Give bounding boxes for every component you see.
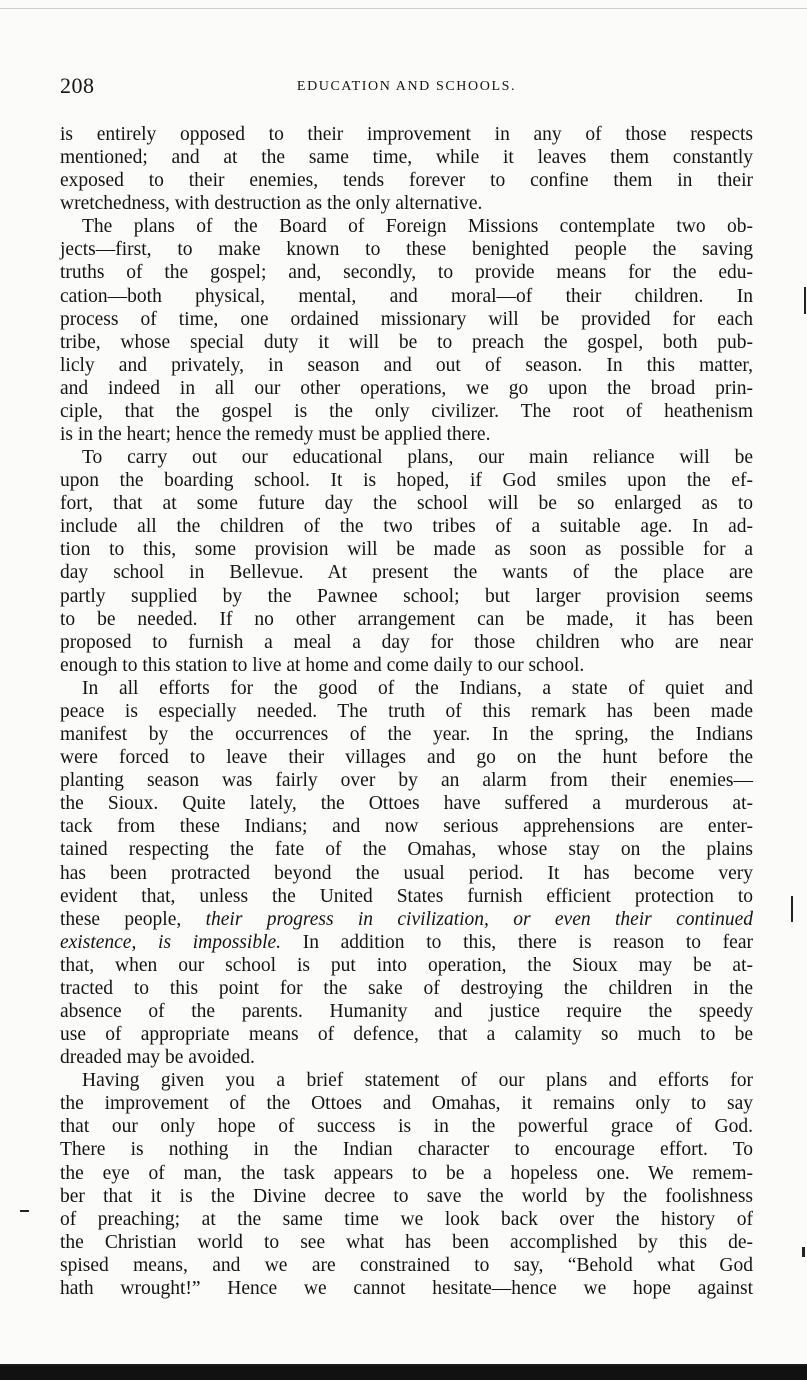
scan-bottom-edge	[0, 1364, 807, 1380]
body-text	[60, 123, 753, 1300]
text-line: hath wrought!” Hence we cannot hesitate—hence we hope against	[60, 1277, 753, 1299]
margin-mark	[802, 1247, 805, 1257]
text-line: dreaded may be avoided.	[60, 1047, 255, 1069]
text-line: manifest by the occurrences of the year. In the spring, the Indians	[60, 724, 753, 746]
text-line: peace is especially needed. The truth of this remark has been made	[60, 700, 753, 722]
text-line: is entirely opposed to their improvement in any of those respects	[60, 124, 753, 145]
text-line: There is nothing in the Indian character to encourage effort. To	[60, 1139, 753, 1161]
text-line: the eye of man, the task appears to be a hopeless one. We remem-	[60, 1162, 753, 1184]
text-line: is in the heart; hence the remedy must be applied there.	[60, 424, 491, 446]
text-line: mentioned; and at the same time, while it leaves them constantly	[60, 147, 753, 169]
text-line: tracted to this point for the sake of destroying the children in the	[60, 977, 753, 999]
text-line: fort, that at some future day the school will be so enlarged as to	[60, 493, 753, 515]
text-line	[60, 908, 753, 931]
margin-mark	[791, 896, 793, 922]
text-line: the improvement of the Ottoes and Omahas, it remains only to say	[60, 1093, 753, 1115]
text-line: tack from these Indians; and now serious apprehensions are enter-	[60, 816, 753, 838]
text-line: jects—first, to make known to these benighted people the saving	[60, 239, 753, 261]
text-line: partly supplied by the Pawnee school; but larger provision seems	[60, 585, 753, 607]
margin-mark	[20, 1210, 29, 1212]
italic-span: existence, is impossible.	[60, 931, 282, 953]
text-line: the Christian world to see what has been accomplished by this de-	[60, 1231, 753, 1253]
text-line: tribe, whose special duty it will be to preach the gospel, both pub-	[60, 331, 753, 353]
text-line: include all the children of the two tribes of a suitable age. In ad-	[60, 516, 753, 538]
text-line: In all efforts for the good of the Indians, a state of quiet and	[82, 677, 753, 699]
text-line: To carry out our educational plans, our main reliance will be	[82, 447, 753, 469]
italic-span: their progress in civilization, or even their continued	[205, 908, 753, 930]
text-span: these people,	[60, 908, 206, 930]
text-line: of preaching; at the same time we look back over the history of	[60, 1208, 753, 1230]
text-line: proposed to furnish a meal a day for those children who are near	[60, 631, 753, 653]
text-line: that our only hope of success is in the powerful grace of God.	[60, 1116, 753, 1138]
text-line: evident that, unless the United States furnish efficient protection to	[60, 885, 753, 907]
text-line: upon the boarding school. It is hoped, if God smiles upon the ef-	[60, 470, 753, 492]
text-line: process of time, one ordained missionary will be provided for each	[60, 308, 753, 330]
text-line: enough to this station to live at home and come daily to our school.	[60, 654, 585, 676]
text-line: to be needed. If no other arrangement can be made, it has been	[60, 608, 753, 630]
text-line: planting season was fairly over by an alarm from their enemies—	[60, 770, 753, 792]
text-line: The plans of the Board of Foreign Missions contemplate two ob-	[82, 216, 753, 238]
text-line: cation—both physical, mental, and moral—of their children. In	[60, 285, 753, 307]
text-span: In addition to this, there is reason to fear	[281, 931, 753, 953]
text-line: that, when our school is put into operation, the Sioux may be at-	[60, 954, 753, 976]
text-line: and indeed in all our other operations, we go upon the broad prin-	[60, 377, 753, 399]
margin-mark	[804, 287, 806, 314]
text-line: ber that it is the Divine decree to save the world by the foolishness	[60, 1185, 753, 1207]
text-line: spised means, and we are constrained to say, “Behold what God	[60, 1254, 753, 1276]
running-title: EDUCATION AND SCHOOLS.	[296, 79, 517, 94]
running-head	[60, 73, 753, 103]
text-line: Having given you a brief statement of our plans and efforts for	[82, 1070, 753, 1092]
text-line: day school in Bellevue. At present the wants of the place are	[60, 562, 753, 584]
text-line: tained respecting the fate of the Omahas, whose stay on the plains	[60, 839, 753, 861]
text-line: use of appropriate means of defence, that a calamity so much to be	[60, 1024, 753, 1046]
text-line	[60, 931, 753, 954]
text-line: ciple, that the gospel is the only civilizer. The root of heathenism	[60, 400, 753, 422]
text-line: tion to this, some provision will be made as soon as possible for a	[60, 539, 753, 561]
scan-top-edge	[0, 0, 807, 9]
text-line: truths of the gospel; and, secondly, to provide means for the edu-	[60, 262, 753, 284]
text-line: licly and privately, in season and out of season. In this matter,	[60, 354, 753, 376]
text-line: the Sioux. Quite lately, the Ottoes have suffered a murderous at-	[60, 793, 753, 815]
page-number: 208	[60, 73, 95, 98]
text-line: absence of the parents. Humanity and justice require the speedy	[60, 1000, 753, 1022]
text-line: were forced to leave their villages and go on the hunt before the	[60, 747, 753, 769]
text-line: wretchedness, with destruction as the only alternative.	[60, 193, 483, 215]
text-line: exposed to their enemies, tends forever to confine them in their	[60, 170, 753, 192]
text-line: has been protracted beyond the usual period. It has become very	[60, 862, 753, 884]
